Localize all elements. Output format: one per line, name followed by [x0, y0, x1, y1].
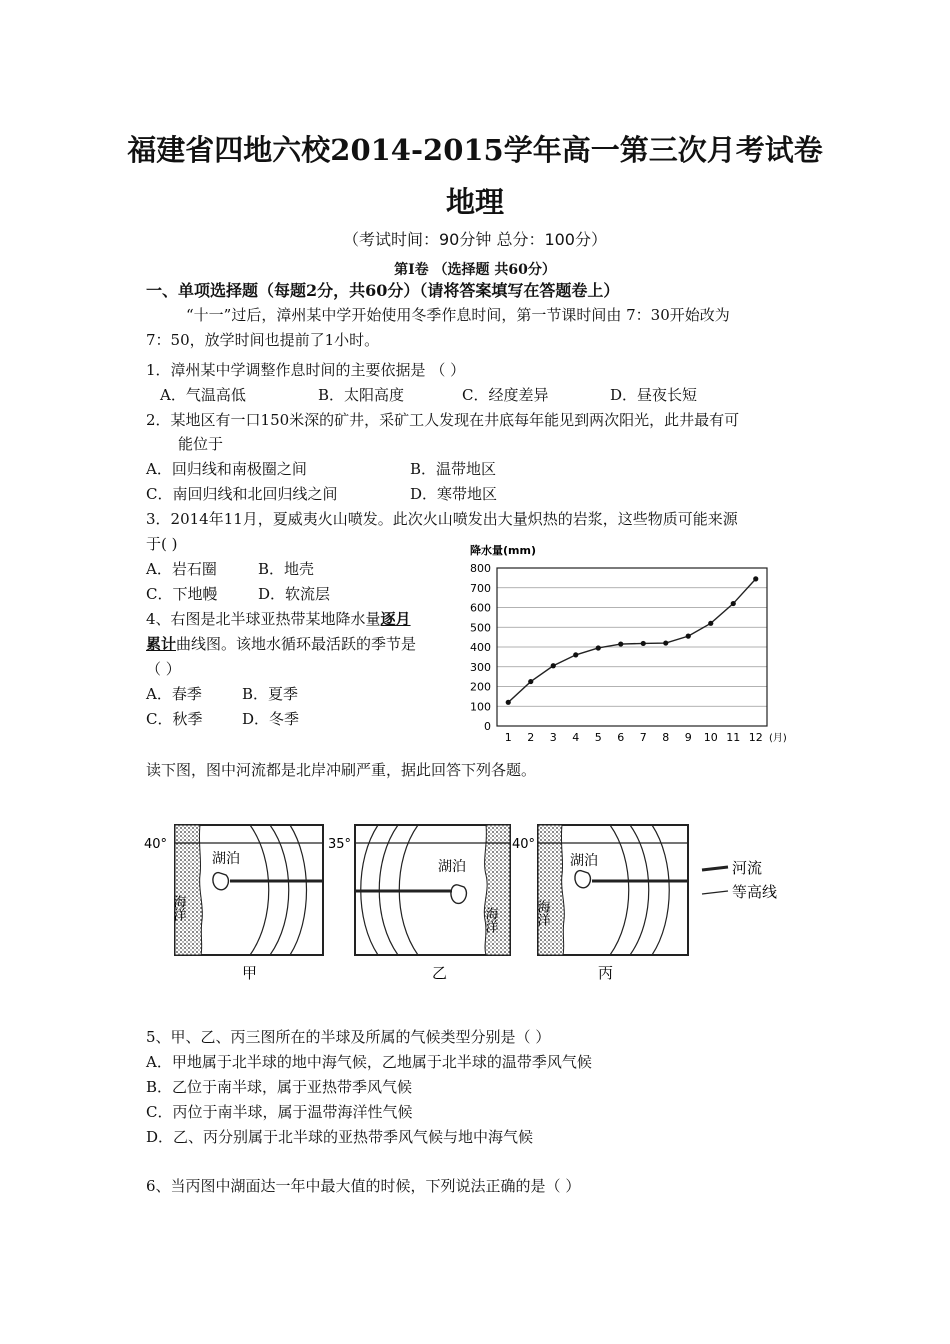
precipitation-chart [455, 540, 795, 750]
jia-lake [213, 873, 229, 890]
q3-option-b: B．地壳 [258, 560, 315, 578]
chart-x-tick-label: 6 [617, 731, 625, 744]
chart-data-point [663, 640, 668, 645]
jia-ocean-label: 海洋 [170, 895, 186, 921]
chart-data-point [506, 700, 511, 705]
chart-y-tick-label: 300 [470, 660, 491, 674]
bing-caption: 丙 [598, 964, 614, 982]
intro-line-2: 7：50，放学时间也提前了1小时。 [146, 331, 380, 349]
map-yi [328, 825, 510, 982]
legend-river-symbol [702, 867, 728, 870]
chart-y-tick-label: 800 [470, 562, 491, 575]
chart-x-tick-label: 12 [748, 731, 763, 744]
q5-option-c: C．丙位于南半球，属于温带海洋性气候 [146, 1103, 413, 1121]
chart-x-tick-label: 10 [703, 731, 718, 744]
q6-stem: 6、当丙图中湖面达一年中最大值的时候，下列说法正确的是（ ） [146, 1177, 581, 1195]
q5-option-d: D．乙、丙分别属于北半球的亚热带季风气候与地中海气候 [146, 1128, 534, 1146]
bing-lake-label: 湖泊 [570, 853, 598, 869]
chart-x-unit: (月) [769, 733, 787, 744]
chart-data-point [573, 652, 578, 657]
q3-option-d: D．软流层 [258, 585, 331, 603]
chart-x-tick-label: 4 [572, 731, 580, 744]
q4-option-c: C．秋季 [146, 710, 203, 728]
section-heading: 一、单项选择题（每题2分，共60分）（请将答案填写在答题卷上） [146, 281, 620, 300]
chart-data-point [708, 621, 713, 626]
chart-x-tick-label: 8 [662, 731, 670, 744]
chart-x-tick-label: 5 [594, 731, 602, 744]
chart-y-tick-label: 600 [470, 601, 491, 615]
q4-option-b: B．夏季 [242, 685, 299, 703]
q4-stem-underline-1: 逐月 [380, 610, 411, 628]
chart-data-point [596, 645, 601, 650]
q1-option-b: B．太阳高度 [318, 386, 405, 404]
exam-title: 福建省四地六校2014-2015学年高一第三次月考试卷 [127, 133, 823, 167]
q4-stem-2 [146, 634, 416, 654]
subject-title: 地理 [445, 185, 504, 219]
q5-option-a: A．甲地属于北半球的地中海气候，乙地属于北半球的温带季风气候 [146, 1053, 592, 1071]
chart-x-tick-label: 2 [527, 731, 535, 744]
chart-data-point [731, 601, 736, 606]
q2-option-b: B．温带地区 [410, 460, 497, 478]
chart-y-tick-label: 400 [470, 641, 491, 654]
q2-option-c: C．南回归线和北回归线之间 [146, 485, 338, 503]
chart-y-label: 降水量(mm) [470, 544, 536, 557]
q4-paren: （ ） [146, 660, 181, 678]
jia-lake-label: 湖泊 [212, 851, 240, 867]
chart-data-point [618, 641, 623, 646]
q1-option-a: A．气温高低 [160, 386, 246, 404]
chart-y-tick-label: 0 [484, 720, 491, 733]
legend-river-label: 河流 [732, 859, 763, 877]
bing-lake [575, 871, 591, 888]
q4-stem-underline-2: 累计 [146, 635, 177, 653]
q3-option-c: C．下地幔 [146, 585, 218, 603]
chart-y-tick-label: 500 [470, 621, 491, 635]
yi-ocean-label: 海洋 [482, 907, 498, 933]
bing-latitude-label: 40° [512, 837, 536, 852]
q3-option-a: A．岩石圈 [146, 560, 217, 578]
chart-x-tick-label: 1 [504, 731, 512, 744]
chart-series-line [508, 579, 756, 702]
q4-option-d: D．冬季 [242, 710, 300, 728]
chart-data-point [641, 641, 646, 646]
intro-line-1: “十一”过后，漳州某中学开始使用冬季作息时间，第一节课时间由 7：30开始改为 [186, 306, 730, 324]
yi-latitude-label: 35° [328, 837, 352, 852]
chart-x-tick-label: 11 [726, 731, 741, 744]
jia-ocean-area [175, 825, 202, 955]
yi-lake-label: 湖泊 [438, 859, 466, 875]
q4-stem-pre: 4、右图是北半球亚热带某地降水量 [146, 610, 381, 628]
q1-option-d: D．昼夜长短 [610, 386, 698, 404]
legend-contour-label: 等高线 [732, 883, 778, 901]
map-legend [702, 859, 777, 901]
chart-y-tick-label: 100 [470, 700, 491, 714]
legend-contour-symbol [702, 891, 728, 894]
q1-option-c: C．经度差异 [462, 386, 549, 404]
yi-ocean-area [484, 825, 510, 955]
read-prompt: 读下图，图中河流都是北岸冲刷严重，据此回答下列各题。 [146, 761, 537, 779]
q2-stem-2: 能位于 [178, 435, 224, 453]
q3-stem-1: 3．2014年11月，夏威夷火山喷发。此次火山喷发出大量炽热的岩浆，这些物质可能来源 [146, 510, 738, 528]
q2-stem-1: 2．某地区有一口150米深的矿井，采矿工人发现在井底每年能见到两次阳光，此井最有可 [146, 411, 740, 429]
q4-stem-post: 曲线图。该地水循环最活跃的季节是 [176, 635, 417, 653]
yi-lake [451, 885, 467, 904]
jia-caption: 甲 [242, 964, 258, 982]
q2-option-d: D．寒带地区 [410, 485, 498, 503]
chart-data-point [528, 679, 533, 684]
chart-x-tick-label: 3 [549, 731, 557, 744]
chart-data-point [551, 663, 556, 668]
q3-stem-2: 于( ) [146, 535, 178, 553]
q1-stem: 1．漳州某中学调整作息时间的主要依据是 （ ） [146, 361, 466, 379]
q5-stem: 5、甲、乙、丙三图所在的半球及所属的气候类型分别是（ ） [146, 1028, 551, 1046]
chart-x-tick-label: 9 [684, 731, 692, 744]
map-jia [144, 825, 323, 982]
chart-y-tick-label: 200 [470, 680, 491, 694]
jia-latitude-label: 40° [144, 837, 168, 852]
yi-caption: 乙 [432, 964, 448, 982]
q4-stem-1 [146, 609, 411, 629]
q2-option-a: A．回归线和南极圈之间 [146, 460, 307, 478]
q4-option-a: A．春季 [146, 685, 202, 703]
volume-heading: 第Ⅰ卷 （选择题 共60分） [394, 262, 556, 278]
map-bing [512, 825, 688, 982]
bing-ocean-label: 海洋 [534, 900, 550, 926]
chart-data-point [686, 634, 691, 639]
chart-x-tick-label: 7 [639, 731, 647, 744]
chart-y-tick-label: 700 [470, 581, 491, 595]
exam-info: （考试时间：90分钟 总分：100分） [343, 230, 607, 249]
bing-ocean-area [538, 825, 564, 955]
river-maps-figure [140, 815, 800, 990]
q5-option-b: B．乙位于南半球，属于亚热带季风气候 [146, 1078, 413, 1096]
chart-data-point [753, 576, 758, 581]
